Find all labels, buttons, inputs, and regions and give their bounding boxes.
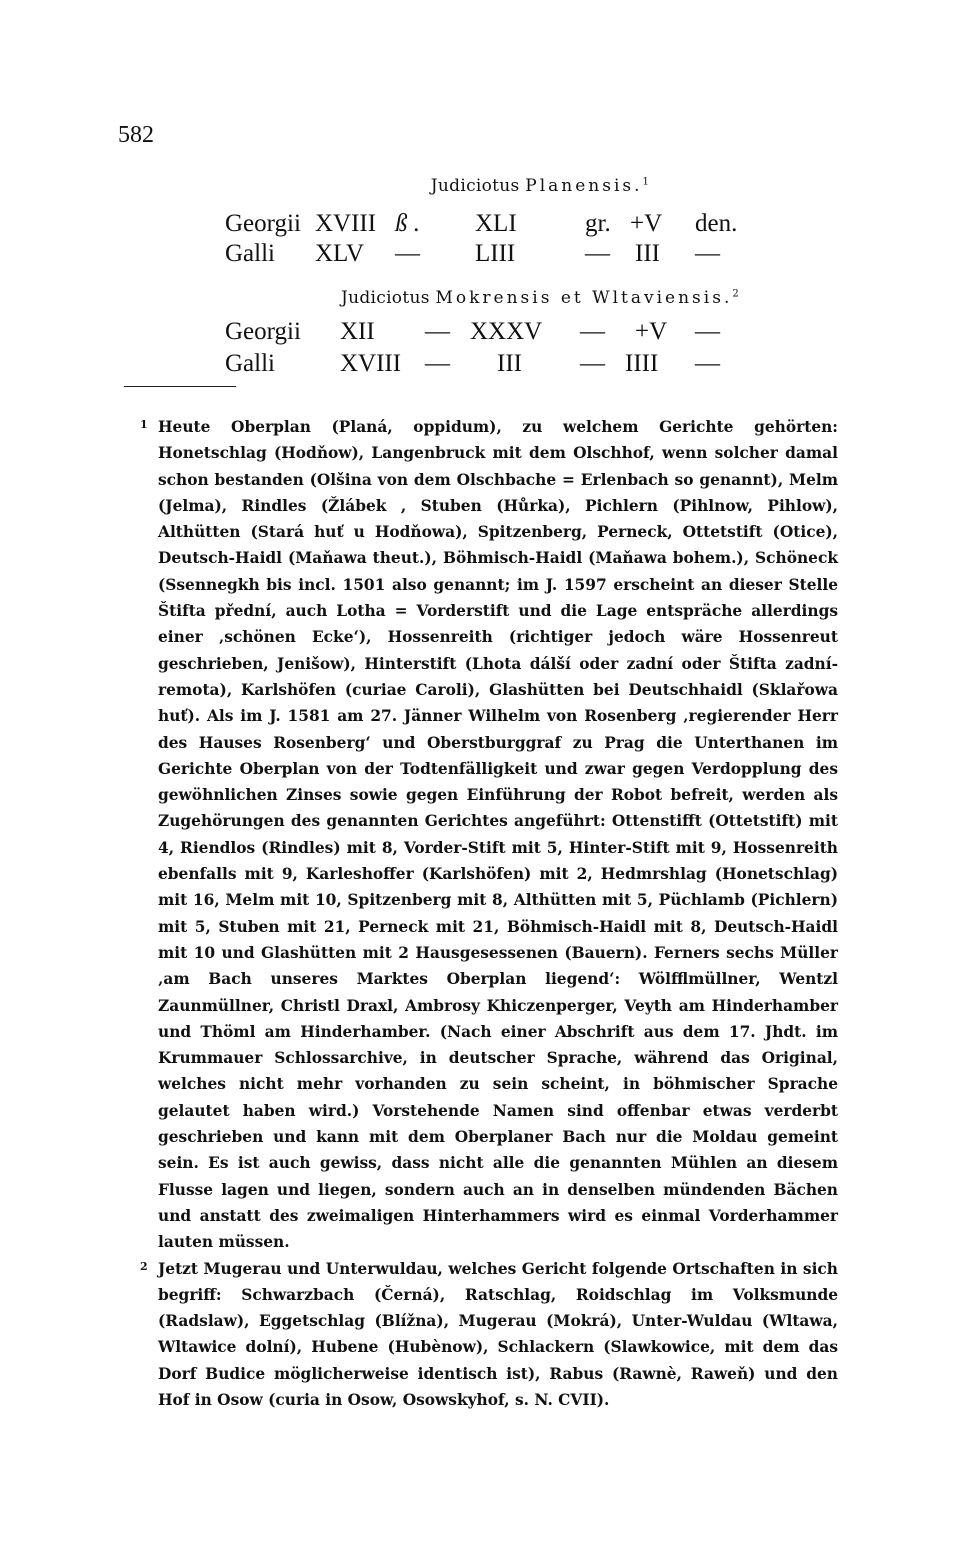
- section-1-title-prefix: Judiciotus: [430, 176, 520, 196]
- footnote-1: [140, 414, 838, 1256]
- row-value-b: III: [497, 350, 522, 377]
- row-value-b: XXXV: [470, 318, 543, 345]
- row-value-c: gr.: [585, 210, 611, 237]
- row-value-a: XII: [340, 318, 375, 345]
- footnotes: [140, 414, 838, 1413]
- section-2-heading: [60, 288, 960, 308]
- footnote-2-text: Jetzt Mugerau und Unterwuldau, welches Gericht folgende Ortschaften in sich begriff: Schwarzbach (Černá), Ratschlag, Roidschlag im Volksmunde (Radslaw), Eggetschlag (Blížna), Mugerau (Mokrá), Unter-Wuldau (Wltawa, Wltawice dolní), Hubene (Hubènow), Schlackern (Slawkowice, mit dem das Dorf Budice möglicherweise identisch ist), Rabus (Rawnè, Raweň) und den Hof in Osow (curia in Osow, Osowskyhof, s. N. CVII).: [158, 1259, 838, 1409]
- row-value-e: —: [695, 350, 720, 377]
- row-value-d: +V: [630, 210, 663, 237]
- row-value-d: IIII: [625, 350, 659, 377]
- row-value-a: XLV: [315, 240, 365, 267]
- row-value-b: LIII: [475, 240, 516, 267]
- row-value-a: XVIII: [315, 210, 377, 237]
- section-2-title-place: Mokrensis et Wltaviensis.: [435, 288, 733, 308]
- page-number: 582: [118, 122, 154, 148]
- row-value-a2: —: [425, 318, 450, 345]
- row-value-d: +V: [635, 318, 668, 345]
- section-2-title-prefix: Judiciotus: [340, 288, 430, 308]
- row-value-e: —: [695, 318, 720, 345]
- row-name: Galli: [225, 350, 275, 377]
- row-value-a2: ß .: [395, 210, 420, 237]
- row-value-c: —: [580, 318, 605, 345]
- section-1-footnote-mark: 1: [642, 176, 650, 188]
- row-value-a2: —: [425, 350, 450, 377]
- row-name: Georgii: [225, 210, 301, 237]
- section-1-title-place: Planensis.: [525, 176, 643, 196]
- row-value-e: den.: [695, 210, 738, 237]
- row-value-d: III: [635, 240, 660, 267]
- row-value-b: XLI: [475, 210, 517, 237]
- row-name: Galli: [225, 240, 275, 267]
- footnote-2-mark: 2: [140, 1259, 148, 1273]
- section-1-heading: [60, 176, 960, 196]
- row-name: Georgii: [225, 318, 301, 345]
- section-2-footnote-mark: 2: [732, 288, 740, 300]
- row-value-c: —: [585, 240, 610, 267]
- footnote-divider: [124, 386, 236, 387]
- row-value-e: —: [695, 240, 720, 267]
- row-value-a: XVIII: [340, 350, 402, 377]
- footnote-1-mark: 1: [140, 418, 148, 431]
- footnote-2: [140, 1256, 838, 1414]
- footnote-1-text: Heute Oberplan (Planá, oppidum), zu welchem Gerichte gehörten: Honetschlag (Hodňow), Langenbruck mit dem Olschhof, wenn solcher damal schon bestanden (Olšina von dem Olschbache = Erlenbach so genannt), Melm (Jelma), Rindles (Žlábek , Stuben (Hůrka), Pichlern (Pihlnow, Pihlow), Althütten (Stará huť u Hodňowa), Spitzenberg, Perneck, Ottetstift (Otice), Deutsch-Haidl (Maňawa theut.), Böhmisch-Haidl (Maňawa bohem.), Schöneck (Ssennegkh bis incl. 1501 also genannt; im J. 1597 erscheint an dieser Stelle Štifta přední, auch Lotha = Vorderstift und die Lage entspräche allerdings einer ‚schönen Ecke‘), Hossenreith (richtiger jedoch wäre Hossenreut geschrieben, Jenišow), Hinterstift (Lhota dálší oder zadní oder Štifta zadní-remota), Karlshöfen (curiae Caroli), Glashütten bei Deutschhaidl (Sklařowa huť). Als im J. 1581 am 27. Jänner Wilhelm von Rosenberg ‚regierender Herr des Hauses Rosenberg‘ und Oberstburggraf zu Prag die Unterthanen im Gerichte Oberplan von der Todtenfälligkeit und zwar gegen Verdopplung des gewöhnlichen Zinses sowie gegen Einführung der Robot befreit, werden als Zugehörungen des genannten Gerichtes angeführt: Ottenstifft (Ottetstift) mit 4, Riendlos (Rindles) mit 8, Vorder-Stift mit 5, Hinter-Stift mit 9, Hossenreith ebenfalls mit 9, Karleshoffer (Karlshöfen) mit 2, Hedmrshlag (Honetschlag) mit 16, Melm mit 10, Spitzenberg mit 8, Althütten mit 5, Püchlamb (Pichlern) mit 5, Stuben mit 21, Perneck mit 21, Böhmisch-Haidl mit 8, Deutsch-Haidl mit 10 und Glashütten mit 2 Hausgesessenen (Bauern). Ferners sechs Müller ‚am Bach unseres Marktes Oberplan liegend‘: Wölfflmüllner, Wentzl Zaunmüllner, Christl Draxl, Ambrosy Khiczenperger, Veyth am Hinderhamber und Thöml am Hinderhamber. (Nach einer Abschrift aus dem 17. Jhdt. im Krummauer Schlossarchive, in deutscher Sprache, während das Original, welches nicht mehr vorhanden zu sein scheint, in böhmischer Sprache gelautet haben wird.) Vorstehende Namen sind offenbar etwas verderbt geschrieben und kann mit dem Oberplaner Bach nur die Moldau gemeint sein. Es ist auch gewiss, dass nicht alle die genannten Mühlen an diesem Flusse lagen und liegen, sondern auch an in denselben mündenden Bächen und anstatt des zweimaligen Hinterhammers wird es einmal Vorderhammer lauten müssen.: [158, 418, 838, 1252]
- row-value-a2: —: [395, 240, 420, 267]
- row-value-c: —: [580, 350, 605, 377]
